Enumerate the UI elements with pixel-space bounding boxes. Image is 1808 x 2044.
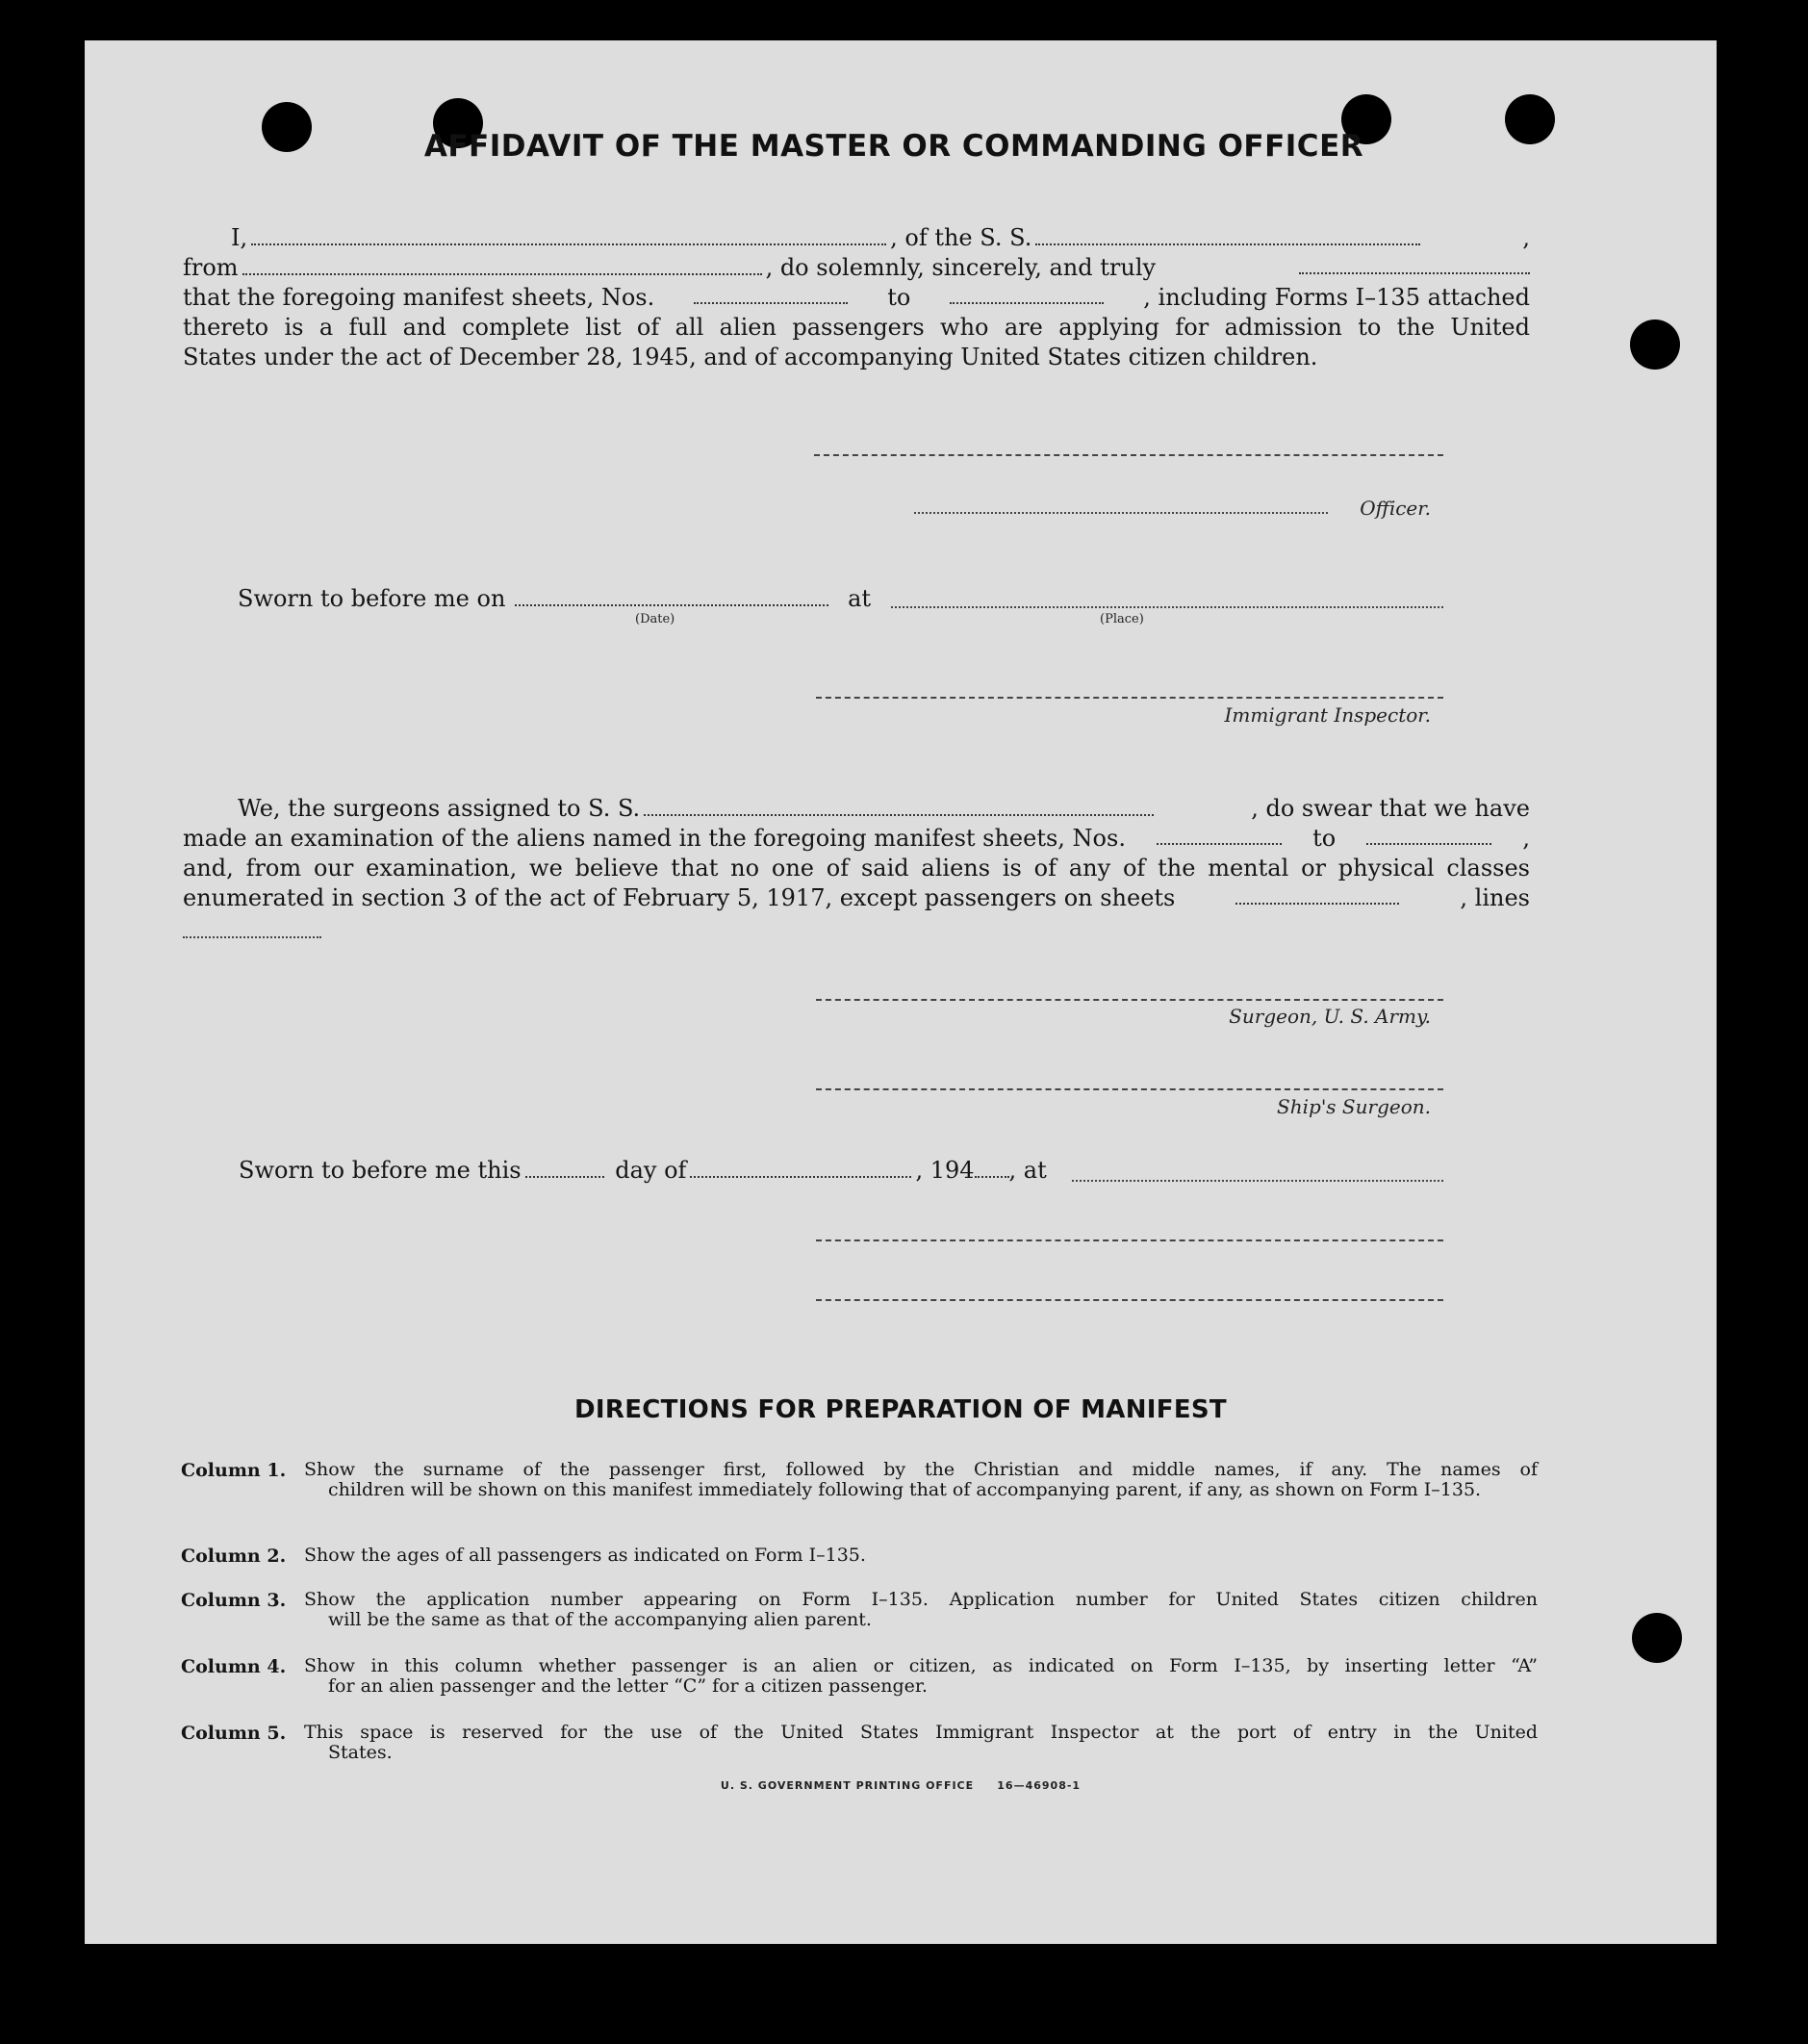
name-blank [251,224,886,245]
column-text: This space is reserved for the use of the United States Immigrant Inspector at the port of entry in the United [304,1722,1538,1743]
text-comma: , [1522,224,1530,251]
column-text-cont: States. [328,1742,393,1763]
punch-hole-right-lower [1632,1613,1682,1663]
lines-blank [183,936,321,938]
column-label: Column 3. [181,1590,287,1611]
ship-blank [1035,224,1420,245]
affidavit-line-3 [183,283,1530,312]
text-comma-2: , [1522,825,1530,852]
column-label: Column 4. [181,1656,287,1677]
text-sworn-this: Sworn to before me this [239,1157,522,1184]
affidavit-line-1 [183,223,1530,252]
officer-label: Officer. [1360,497,1431,520]
officer-signature-line-2 [914,512,1328,514]
printing-office-footer: U. S. GOVERNMENT PRINTING OFFICE 16—46908-1 [720,1779,1082,1792]
text-i: I, [231,224,248,251]
text-lines: , lines [1460,884,1530,911]
place-caption: (Place) [1100,612,1144,626]
text-of-ss: , of the S. S. [890,224,1032,251]
month-blank [690,1157,911,1178]
army-surgeon-label: Surgeon, U. S. Army. [1229,1005,1431,1028]
surgeons-line-3: and, from our examination, we believe that no one of said aliens is of any of the mental or physical classes [183,855,1530,881]
sworn-line-2 [239,1156,1047,1185]
declare-blank [1299,253,1530,274]
column-label: Column 2. [181,1546,287,1567]
column-text-cont: will be the same as that of the accompanying alien parent. [328,1609,872,1630]
text-to: to [887,284,911,311]
affidavit-line-4: thereto is a full and complete list of all alien passengers who are applying for admission to the United [183,314,1530,341]
text-year: , 194 [915,1157,975,1184]
text-do-swear: , do swear that we have [1251,795,1530,822]
day-blank [525,1157,604,1178]
text-including: , including Forms I–135 attached [1143,284,1530,311]
nos-to-blank [950,283,1104,304]
place-blank [891,606,1443,608]
text-to-2: to [1312,825,1337,852]
sworn-place-blank [1072,1180,1443,1182]
punch-hole-right-upper [1630,319,1680,370]
text-surgeons-assigned: We, the surgeons assigned to S. S. [238,795,641,822]
column-text: Show the application number appearing on Form I–135. Application number for United States citizen children [304,1589,1538,1610]
text-solemnly: , do solemnly, sincerely, and truly [765,254,1157,281]
column-text: Show in this column whether passenger is an alien or citizen, as indicated on Form I–135, by inserting letter “A” [304,1655,1538,1676]
text-from: from [183,254,239,281]
form-page [85,40,1717,1944]
affidavit-line-2 [183,253,1530,282]
column-label: Column 5. [181,1723,287,1744]
surgeons-line-2 [183,824,1530,853]
port-blank [242,254,762,275]
officer-signature-line-1 [814,454,1443,456]
surgeons-line-4 [183,883,1530,912]
exam-nos-to-blank [1366,824,1491,845]
surgeon-ship-blank [644,795,1154,816]
column-text: Show the surname of the passenger first, followed by the Christian and middle names, if any. The names of [304,1459,1538,1480]
witness-signature-line-1 [816,1239,1443,1241]
sworn-line-1 [238,584,871,613]
nos-from-blank [694,283,848,304]
text-day-of: day of [615,1157,687,1184]
army-surgeon-signature-line [816,999,1443,1001]
text-sworn-on: Sworn to before me on [238,585,506,612]
text-at: at [848,585,872,612]
sheets-blank [1235,883,1399,905]
column-text: Show the ages of all passengers as indicated on Form I–135. [304,1545,866,1566]
ship-surgeon-label: Ship's Surgeon. [1277,1095,1431,1118]
affidavit-title: AFFIDAVIT OF THE MASTER OR COMMANDING OFFICER [423,129,1364,164]
witness-signature-line-2 [816,1299,1443,1301]
column-text-cont: children will be shown on this manifest immediately following that of accompanying parent, if any, as shown on Form I–135. [328,1479,1482,1500]
text-manifest-nos: that the foregoing manifest sheets, Nos. [183,284,655,311]
date-blank [515,585,828,606]
column-label: Column 1. [181,1460,287,1481]
text-enumerated: enumerated in section 3 of the act of February 5, 1917, except passengers on sheets [183,884,1176,911]
text-examination: made an examination of the aliens named in the foregoing manifest sheets, Nos. [183,825,1126,852]
affidavit-line-5: States under the act of December 28, 1945, and of accompanying United States citizen children. [183,344,1318,370]
ship-surgeon-signature-line [816,1088,1443,1090]
inspector-signature-line [816,697,1443,699]
column-text-cont: for an alien passenger and the letter “C” for a citizen passenger. [328,1675,928,1697]
directions-title: DIRECTIONS FOR PREPARATION OF MANIFEST [574,1395,1227,1424]
date-caption: (Date) [635,612,675,626]
year-blank [975,1157,1009,1178]
surgeons-line-1 [183,794,1530,823]
exam-nos-from-blank [1157,824,1282,845]
inspector-label: Immigrant Inspector. [1224,703,1431,727]
text-at-2: , at [1008,1157,1047,1184]
